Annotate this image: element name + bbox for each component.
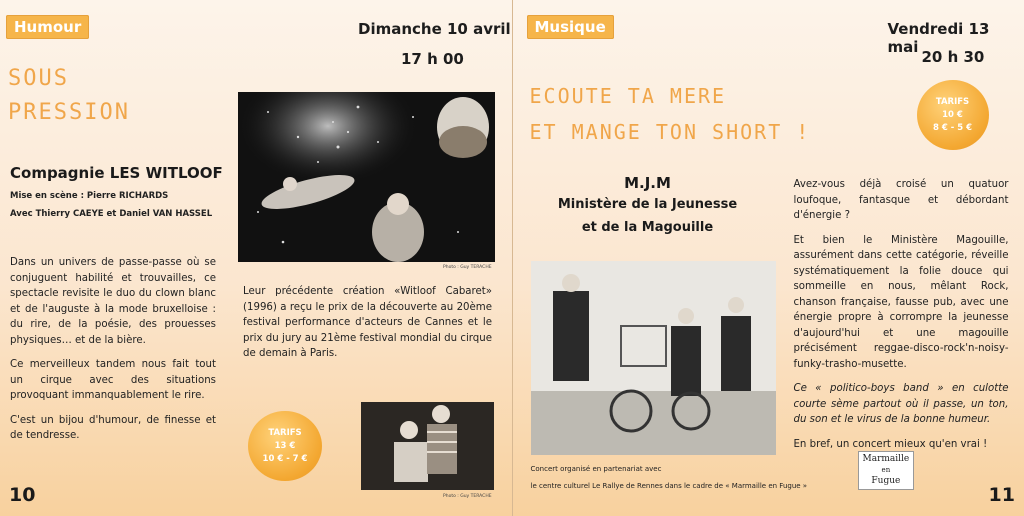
company-name: Compagnie LES WITLOOF xyxy=(10,164,223,182)
category-badge: Musique xyxy=(527,15,614,39)
description xyxy=(794,177,1009,461)
partnership-line1: Concert organisé en partenariat avec xyxy=(530,465,662,473)
band-photo xyxy=(531,261,776,455)
paragraph: Dans un univers de passe-passe où se conjuguent habilité et trouvailles, ce spectacle revisite le duo du clown blanc et de l'auguste à la mode bruxelloise : du rire, de la poésie, des prouesses physiques… et de la bière. xyxy=(10,257,216,346)
paragraph: En bref, un concert mieux qu'en vrai ! xyxy=(793,438,988,450)
tarif-price: 10 € xyxy=(942,109,963,120)
cast-credit: Avec Thierry CAEYE et Daniel VAN HASSEL xyxy=(10,209,213,219)
show-title-line1: ECOUTE TA MERE xyxy=(529,84,727,108)
page-right xyxy=(512,0,1024,516)
small-photo xyxy=(361,402,494,490)
band-name-line1: Ministère de la Jeunesse xyxy=(557,197,738,212)
photo-credit: Photo : Guy TERACHE xyxy=(443,265,492,270)
show-title-line1: SOUS xyxy=(8,66,69,91)
tarif-price-reduced: 10 € - 7 € xyxy=(262,453,308,464)
paragraph: Ce « politico-boys band » en culotte courte sème partout où il passe, un ton, du son et le virus de la bonne humeur. xyxy=(793,383,1009,425)
paragraph: Ce merveilleux tandem nous fait tout un cirque avec des situations provoquant immanquablement le rire. xyxy=(10,359,216,401)
event-date: Dimanche 10 avril xyxy=(358,20,511,38)
category-badge: Humour xyxy=(6,15,89,39)
credits xyxy=(10,187,212,223)
previous-creation-text xyxy=(243,284,492,371)
band-short-name: M.J.M xyxy=(624,174,671,192)
page-number: 10 xyxy=(9,484,36,506)
logo-text: Marmaille xyxy=(862,454,910,464)
logo-text: en xyxy=(881,466,891,474)
band-name-line2: et de la Magouille xyxy=(581,220,714,235)
tarif-price-reduced: 8 € - 5 € xyxy=(932,122,973,133)
tarif-badge xyxy=(917,80,989,150)
partnership-line2: le centre culturel Le Rallye de Rennes dans le cadre de « Marmaille en Fugue » xyxy=(530,482,808,490)
paragraph: Avez-vous déjà croisé un quatuor loufoque, fantasque et débordant d'énergie ? xyxy=(793,179,1009,221)
paragraph: Et bien le Ministère Magouille, assurément dans cette catégorie, réveille systématiquement la folie douce qui sommeille en nous, mêlant Rock, chanson française, fausse pub, avec une énergie propre à corrompre la jeunesse d'aujourd'hui et une magouille précisément reggae-disco-rock'n-noisy-funky-trasho-musette. xyxy=(793,234,1009,370)
page-number: 11 xyxy=(988,484,1015,506)
director-credit: Mise en scène : Pierre RICHARDS xyxy=(10,191,169,201)
photo-credit: Photo : Guy TERACHE xyxy=(443,494,492,499)
show-photo xyxy=(238,92,495,262)
event-time: 17 h 00 xyxy=(401,50,464,68)
show-title-line2: ET MANGE TON SHORT ! xyxy=(529,120,811,144)
event-date: Vendredi 13 mai xyxy=(887,20,990,56)
description xyxy=(10,255,216,453)
tarif-title: TARIFS xyxy=(935,96,970,107)
partnership-note xyxy=(531,461,808,495)
tarif-title: TARIFS xyxy=(268,427,302,438)
paragraph: C'est un bijou d'humour, de finesse et de tendresse. xyxy=(10,414,216,441)
paragraph: Leur précédente création «Witloof Cabaret» (1996) a reçu le prix de la découverte au 20ème festival performance d'acteurs de Cannes et le prix du jury au 21ème festival mondial du cirque de demain à Paris. xyxy=(243,286,492,359)
logo-text: Fugue xyxy=(871,476,901,486)
event-time: 20 h 30 xyxy=(921,48,985,66)
tarif-price: 13 € xyxy=(274,440,296,451)
show-title-line2: PRESSION xyxy=(8,100,130,125)
tarif-badge xyxy=(248,411,322,481)
marmaille-en-fugue-logo xyxy=(858,451,915,490)
